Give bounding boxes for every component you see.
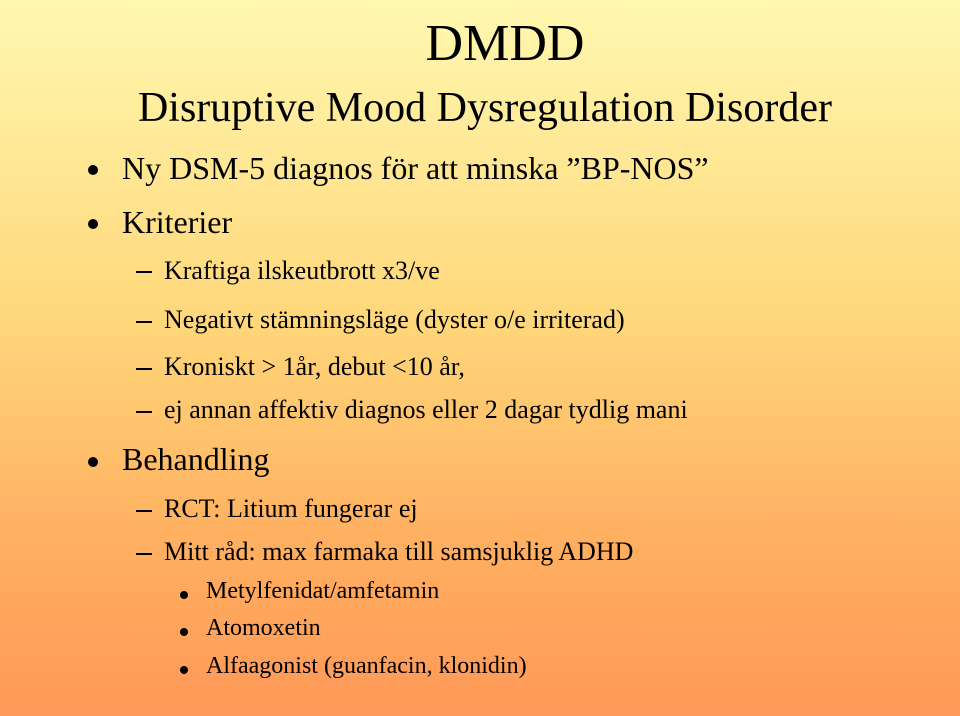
bullet-dot (180, 666, 188, 674)
criteria-item: Kroniskt > 1år, debut <10 år, (164, 352, 465, 381)
treatment-item: Mitt råd: max farmaka till samsjuklig ADHD (164, 537, 634, 566)
bullet-dot (180, 628, 188, 636)
slide-title: DMDD (425, 15, 585, 72)
dash-marker (136, 368, 152, 370)
bullet-kriterier: Kriterier (122, 204, 233, 240)
medication-item: Alfaagonist (guanfacin, klonidin) (206, 653, 527, 679)
treatment-item: RCT: Litium fungerar ej (164, 494, 418, 523)
bullet-dot (88, 457, 98, 467)
bullet-dot (88, 219, 98, 229)
criteria-item: ej annan affektiv diagnos eller 2 dagar tydlig mani (164, 395, 688, 424)
dash-marker (136, 411, 152, 413)
medication-item: Metylfenidat/amfetamin (206, 578, 440, 604)
bullet-dsm5: Ny DSM-5 diagnos för att minska ”BP-NOS” (122, 150, 709, 186)
bullet-dot (88, 165, 98, 175)
criteria-item: Negativt stämningsläge (dyster o/e irriterad) (164, 305, 625, 334)
dash-marker (136, 553, 152, 555)
criteria-item: Kraftiga ilskeutbrott x3/ve (164, 256, 440, 285)
slide-subtitle: Disruptive Mood Dysregulation Disorder (137, 85, 833, 131)
bullet-dot (180, 591, 188, 599)
dash-marker (136, 321, 152, 323)
dash-marker (136, 271, 152, 273)
medication-item: Atomoxetin (206, 615, 321, 641)
dash-marker (136, 510, 152, 512)
bullet-behandling: Behandling (122, 441, 270, 477)
